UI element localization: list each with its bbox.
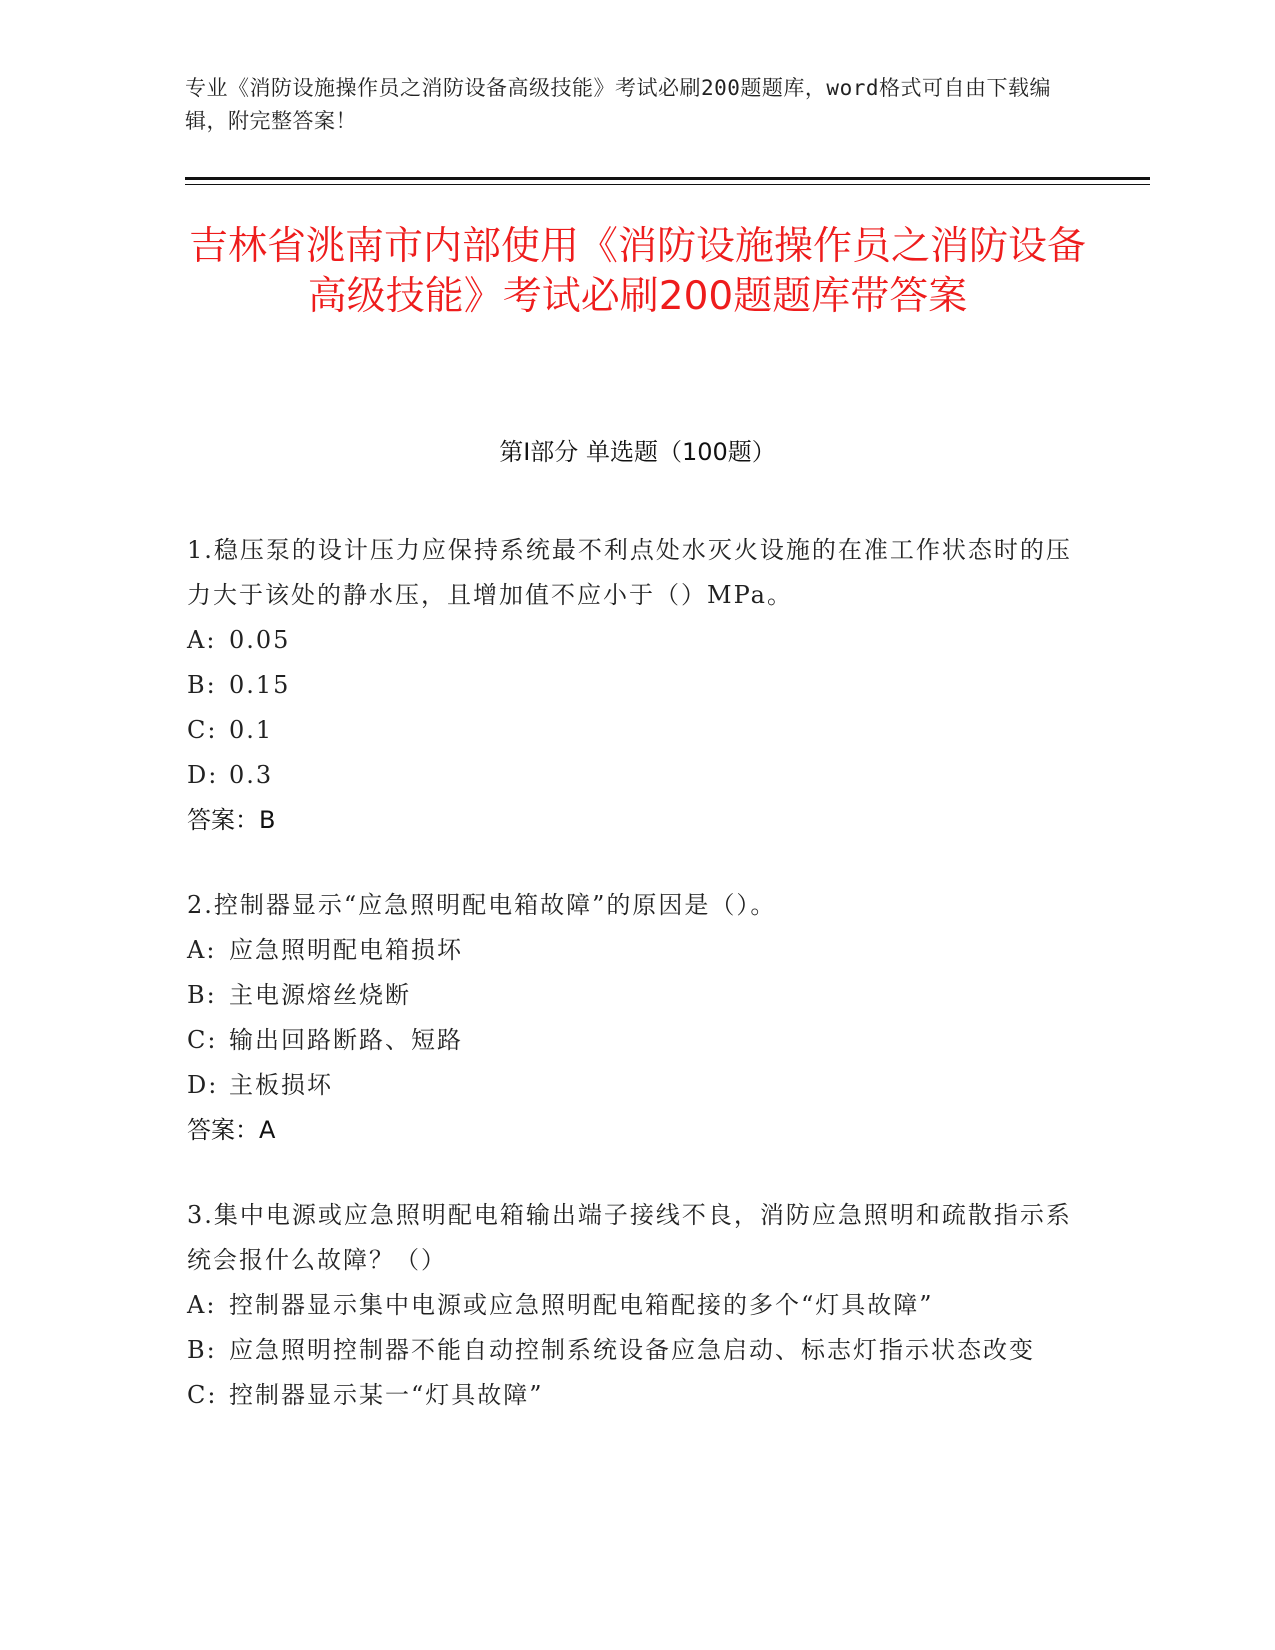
option-key: B: xyxy=(187,1336,217,1364)
option-text: 输出回路断路、短路 xyxy=(229,1026,463,1054)
option-text: 控制器显示集中电源或应急照明配电箱配接的多个“灯具故障” xyxy=(229,1291,934,1319)
option-text: 0.1 xyxy=(229,716,274,744)
section-heading: 第I部分 单选题（100题） xyxy=(499,438,776,466)
option-key: B: xyxy=(187,671,217,699)
question-3 xyxy=(187,1193,1087,1418)
answer-line: 答案：A xyxy=(187,1116,276,1144)
header-rule-thin xyxy=(185,184,1150,185)
question-stem: 3.集中电源或应急照明配电箱输出端子接线不良，消防应急照明和疏散指示系统会报什么故障？（） xyxy=(187,1201,1072,1274)
option-key: C: xyxy=(187,1381,218,1409)
option-c xyxy=(187,708,1087,753)
option-b xyxy=(187,973,1087,1018)
option-b xyxy=(187,663,1087,708)
option-key: A: xyxy=(187,1291,217,1319)
option-c xyxy=(187,1018,1087,1063)
option-text: 0.05 xyxy=(229,626,291,654)
option-key: D: xyxy=(187,761,219,789)
question-1 xyxy=(187,528,1087,843)
option-text: 0.15 xyxy=(229,671,291,699)
option-text: 应急照明控制器不能自动控制系统设备应急启动、标志灯指示状态改变 xyxy=(229,1336,1035,1364)
option-a xyxy=(187,928,1087,973)
option-text: 控制器显示某一“灯具故障” xyxy=(229,1381,544,1409)
header-note: 专业《消防设施操作员之消防设备高级技能》考试必刷200题题库，word格式可自由下载编辑，附完整答案！ xyxy=(185,76,1051,133)
question-stem: 1.稳压泵的设计压力应保持系统最不利点处水灭火设施的在准工作状态时的压力大于该处的静水压，且增加值不应小于（）MPa。 xyxy=(187,536,1072,609)
question-stem: 2.控制器显示“应急照明配电箱故障”的原因是（）。 xyxy=(187,891,777,919)
option-text: 应急照明配电箱损坏 xyxy=(229,936,463,964)
option-key: A: xyxy=(187,626,217,654)
option-c xyxy=(187,1373,1087,1418)
document-title: 吉林省洮南市内部使用《消防设施操作员之消防设备高级技能》考试必刷200题题库带答案 xyxy=(188,224,1086,319)
option-key: C: xyxy=(187,716,218,744)
answer-line: 答案：B xyxy=(187,806,276,834)
option-d xyxy=(187,753,1087,798)
option-a xyxy=(187,1283,1087,1328)
header-rule-thick xyxy=(185,177,1150,180)
option-text: 0.3 xyxy=(229,761,274,789)
option-b xyxy=(187,1328,1087,1373)
option-a xyxy=(187,618,1087,663)
option-text: 主板损坏 xyxy=(229,1071,333,1099)
option-key: C: xyxy=(187,1026,218,1054)
option-text: 主电源熔丝烧断 xyxy=(229,981,411,1009)
option-key: A: xyxy=(187,936,217,964)
option-key: B: xyxy=(187,981,217,1009)
option-key: D: xyxy=(187,1071,219,1099)
option-d xyxy=(187,1063,1087,1108)
question-list xyxy=(187,528,1087,1458)
question-2 xyxy=(187,883,1087,1153)
